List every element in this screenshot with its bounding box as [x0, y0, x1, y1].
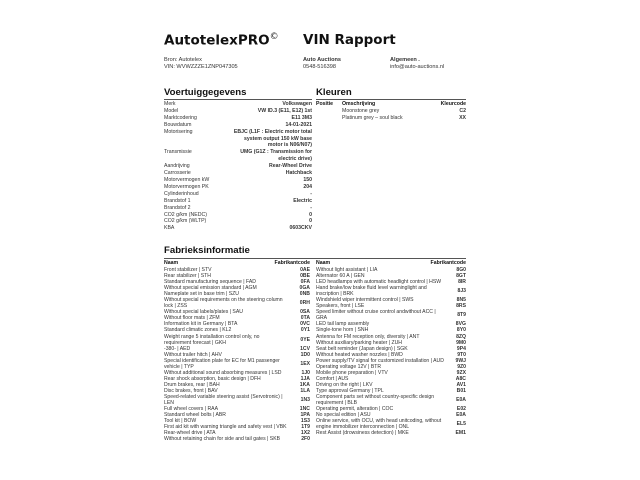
vin-line: VIN: WVWZZZE1ZNP047305	[164, 63, 238, 70]
option-code: E0A	[456, 397, 466, 403]
app-title	[164, 32, 279, 49]
option-code: 1D0	[300, 351, 310, 358]
vehicle-field-value: 0	[309, 211, 312, 218]
option-code: 8ZQ	[456, 333, 466, 340]
color-code: C2	[459, 108, 466, 114]
vehicle-row	[164, 101, 312, 108]
colors-divider	[316, 99, 466, 100]
option-row	[164, 436, 310, 442]
option-code: 0BE	[300, 273, 310, 280]
option-row	[164, 334, 310, 346]
option-description: Speed limiter without cruise control andwithout ACC | GRA	[316, 309, 436, 322]
vehicle-field-value: VW ID.3 (E11, E12) 1st	[257, 107, 312, 114]
option-description: Without trailer hitch | AHV	[164, 351, 222, 358]
contact-col-2	[390, 57, 444, 71]
colors-section-title: Kleuren	[316, 87, 352, 98]
option-description: Operating permit, alteration | COC	[316, 406, 394, 413]
option-code: 1J0	[301, 369, 310, 376]
option-code: 1CV	[300, 345, 310, 352]
option-code: EM1	[455, 430, 466, 437]
option-code: 0GA	[299, 285, 310, 292]
option-description: Without special labels/plates | SAU	[164, 309, 243, 316]
option-code: AV1	[456, 381, 466, 388]
vehicle-field-value: 150	[303, 176, 312, 183]
option-code: 8Y0	[456, 327, 466, 334]
option-description: Single-tone horn | SNH	[316, 327, 369, 334]
option-code: 1JA	[300, 375, 310, 382]
vehicle-data-list	[164, 101, 312, 232]
option-row	[316, 309, 466, 321]
vehicle-row	[164, 205, 312, 212]
option-description: Windshield wiper intermittent control | SWS	[316, 297, 414, 304]
contact-general: Algemeen .	[390, 57, 420, 63]
option-description: Rear stabilizer | STH	[164, 273, 211, 280]
option-description: Front stabilizer | STV	[164, 267, 212, 273]
option-description: Weight range 5 installation control only, no requirement forecast | GKH	[164, 333, 260, 346]
vehicle-row	[164, 122, 312, 129]
vehicle-row	[164, 225, 312, 232]
option-description: Comfort | AUS	[316, 375, 349, 382]
vehicle-field-value: -	[310, 204, 312, 211]
option-description: Rear-wheel drive | ATA	[164, 430, 216, 437]
option-code: 1KA	[299, 381, 310, 388]
vehicle-row	[164, 212, 312, 219]
vehicle-row	[164, 170, 312, 177]
option-code: 8T9	[457, 312, 466, 319]
vehicle-field-label: Motorvermogen PK	[164, 183, 209, 190]
option-code: 9T0	[457, 351, 466, 358]
option-code: 1X2	[300, 430, 310, 437]
option-description: Antenna for FM reception only, diversity | ANT	[316, 333, 420, 340]
vehicle-field-label: Motorvermogen kW	[164, 176, 210, 183]
contact-phone: 0548-516398	[303, 63, 336, 70]
col-manufacturer-code: Fabrikantcode	[430, 260, 466, 266]
color-row	[316, 108, 466, 115]
option-description: Without heated washer nozzles | BWD	[316, 351, 403, 358]
option-row	[164, 358, 310, 370]
option-description: LED tail lamp assembly	[316, 321, 370, 328]
option-description: Alternator 60 A | GEN	[316, 273, 365, 280]
option-code: 8G0	[456, 267, 466, 273]
option-description: Standard wheel bolts | ABR	[164, 412, 226, 419]
option-code: 0FA	[300, 279, 310, 286]
option-description: Standard climatic zones | KL2	[164, 327, 232, 334]
option-description: LED headlamps with automatic headlight control | HSW	[316, 279, 442, 286]
vehicle-field-label: Cylinderinhoud	[164, 190, 199, 197]
vehicle-field-label: CO2 g/km (NEDC)	[164, 211, 207, 218]
color-description: Platinum grey – soul black	[342, 114, 403, 121]
option-description: Hand brake/low brake fluid level warninglight and inscription | BRK	[316, 285, 427, 298]
option-description: Drum brakes, rear | BAH	[164, 381, 220, 388]
option-code: A8C	[455, 375, 466, 382]
vehicle-row	[164, 218, 312, 225]
option-description: Information kit in Germany | BTA	[164, 321, 238, 328]
option-code: B01	[456, 387, 466, 394]
option-description: Without light assistant | LIA	[316, 267, 378, 273]
option-code: 0NB	[299, 291, 310, 298]
option-description: -380- | AED	[164, 345, 191, 352]
option-row	[164, 297, 310, 309]
option-description: Speakers, front | LSE	[316, 303, 365, 310]
option-code: 8GT	[456, 273, 466, 280]
option-code: 9WJ	[455, 357, 466, 364]
option-code: 9M0	[456, 339, 466, 346]
option-description: Without special requirements on the steering column lock | ZSS	[164, 297, 283, 310]
vehicle-row	[164, 115, 312, 122]
option-code: 0Y1	[300, 327, 310, 334]
option-description: No special edition | ASU	[316, 412, 371, 419]
vehicle-field-value: 204	[303, 183, 312, 190]
color-description: Moonstone grey	[342, 108, 380, 114]
option-description: Tool kit | BOW	[164, 418, 197, 425]
vehicle-row	[164, 177, 312, 184]
option-code: 1S3	[300, 418, 310, 425]
option-description: Power supply/TV signal for customized installation | AUD	[316, 357, 444, 364]
option-code: 0YE	[300, 336, 310, 343]
option-code: 9Z0	[457, 363, 466, 370]
brand-name: AutotelexPRO	[164, 32, 270, 49]
option-code: EL5	[456, 421, 466, 428]
col-colorcode: Kleurcode	[440, 101, 466, 107]
option-description: Without special emission standard | AGM	[164, 285, 257, 292]
vehicle-field-value: 14-01-2021	[285, 121, 312, 128]
factory-table-left	[164, 260, 310, 442]
option-description: Rest Assist (drowsiness detection) | MKE	[316, 430, 409, 437]
vehicle-field-label: Carrosserie	[164, 170, 191, 177]
vehicle-row	[164, 129, 312, 150]
option-code: 9ZX	[456, 369, 466, 376]
vehicle-field-value: Hatchback	[285, 170, 312, 177]
option-code: 8N5	[456, 297, 466, 304]
option-description: Online service, with OCU, with head unitcoding, without engine immobilizer interconnection | ONL	[316, 418, 442, 431]
option-code: E02	[456, 406, 466, 413]
option-code: 1NC	[299, 406, 310, 413]
option-code: 1EX	[300, 360, 310, 367]
contact-col-1	[303, 57, 341, 71]
vehicle-field-value: -	[310, 190, 312, 197]
factory-header-left	[164, 260, 310, 267]
report-title: VIN Rapport	[303, 32, 396, 48]
vehicle-field-value: E11 3M3	[291, 114, 312, 121]
option-code: 0RH	[299, 300, 310, 307]
contact-email[interactable]: info@auto-auctions.nl	[390, 63, 445, 70]
col-description: Omschrijving	[342, 101, 376, 107]
option-row	[316, 418, 466, 430]
option-row	[316, 394, 466, 406]
option-code: 0VC	[300, 321, 310, 328]
vehicle-field-label: Brandstof 2	[164, 204, 191, 211]
option-code: 1PA	[300, 412, 310, 419]
option-description: Special identification plate for EC for M1 passenger vehicle | TYP	[164, 357, 280, 370]
option-code: 1N3	[300, 397, 310, 403]
colors-table	[316, 101, 466, 122]
source-info	[164, 57, 238, 71]
option-code: 1T9	[301, 424, 310, 431]
factory-divider	[164, 258, 466, 259]
option-description: Nameplate set in base trim | SZU	[164, 291, 239, 298]
vehicle-field-value: 0603CKV	[289, 225, 312, 232]
option-code: 2F0	[301, 436, 310, 443]
option-description: Without auxiliary/parking heater | ZUH	[316, 339, 402, 346]
vehicle-row	[164, 198, 312, 205]
factory-section-title: Fabrieksinformatie	[164, 245, 250, 256]
vehicle-field-label: CO2 g/km (WLTP)	[164, 218, 207, 225]
option-description: Rear shock absorption, basic design | DFH	[164, 375, 261, 382]
vehicle-field-label: Aandrijving	[164, 163, 190, 170]
vehicle-field-value: Volkswagen	[282, 101, 312, 107]
vehicle-row	[164, 191, 312, 198]
vehicle-field-label: Bouwdatum	[164, 121, 192, 128]
vehicle-divider	[164, 99, 312, 100]
color-row	[316, 115, 466, 122]
option-row	[316, 285, 466, 297]
vehicle-field-value: Rear-Wheel Drive	[269, 163, 312, 170]
option-description: Without additional sound absorbing measures | LSD	[164, 369, 282, 376]
vehicle-row	[164, 108, 312, 115]
option-description: Standard manufacturing sequence | FAD	[164, 279, 256, 286]
vehicle-section-title: Voertuiggegevens	[164, 87, 247, 98]
col-name: Naam	[164, 260, 179, 266]
col-position: Positie	[316, 101, 334, 107]
option-code: 1LA	[300, 387, 310, 394]
option-row	[164, 394, 310, 406]
option-code: 0AE	[300, 267, 310, 273]
option-description: First aid kit with warning triangle and safety vest | VBK	[164, 424, 287, 431]
colors-header-row	[316, 101, 466, 108]
option-code: 8VG	[455, 321, 466, 328]
vehicle-row	[164, 149, 312, 163]
option-description: Full wheel covers | RAA	[164, 406, 218, 413]
vehicle-field-value: UMG (G1Z : Transmission for electric drive)	[240, 149, 312, 163]
vehicle-field-label: Merk	[164, 101, 176, 107]
color-code: XX	[459, 114, 466, 121]
contact-company: Auto Auctions	[303, 57, 342, 63]
option-code: 8IR	[458, 279, 466, 286]
option-description: Without floor mats | ZFM	[164, 315, 220, 322]
copyright-mark: ©	[269, 32, 279, 42]
vehicle-field-value: Electric	[293, 197, 312, 204]
option-code: E0A	[456, 412, 466, 419]
col-manufacturer-code: Fabrikantcode	[274, 260, 310, 266]
option-code: 8RS	[456, 303, 466, 310]
option-code: 9P4	[456, 345, 466, 352]
vehicle-field-label: Brandstof 1	[164, 197, 191, 204]
factory-table-right	[316, 260, 466, 436]
option-description: Driving on the right | LKV	[316, 381, 373, 388]
vehicle-field-label: Transmissie	[164, 149, 192, 156]
option-description: Mobile phone preparation | VTV	[316, 369, 388, 376]
option-description: Type approval Germany | TPL	[316, 387, 384, 394]
source-line: Bron: Autotelex	[164, 57, 202, 63]
option-description: Component parts set without country-specific design requirement | BLB	[316, 393, 435, 407]
option-code: 0SA	[300, 309, 310, 316]
option-description: Operating voltage 12V | BTR	[316, 363, 382, 370]
vehicle-field-label: Model	[164, 107, 179, 114]
vehicle-field-value: 0	[309, 218, 312, 225]
option-row	[316, 430, 466, 436]
option-description: Without retaining chain for side and tail gates | SKB	[164, 436, 280, 443]
option-code: 0TA	[300, 315, 310, 322]
option-code: 8J3	[457, 288, 466, 295]
vehicle-row	[164, 184, 312, 191]
factory-header-right	[316, 260, 466, 267]
vehicle-field-label: KBA	[164, 225, 175, 232]
col-name: Naam	[316, 260, 331, 266]
vehicle-row	[164, 163, 312, 170]
vehicle-field-label: Motorisering	[164, 128, 193, 135]
option-description: Speed-related variable steering assist (Servotronic) | LEN	[164, 393, 283, 407]
option-description: Seat belt reminder (Japan design) | SGK	[316, 345, 408, 352]
vehicle-field-label: Marktcodering	[164, 114, 197, 121]
option-description: Disc brakes, front | BAV	[164, 387, 218, 394]
vehicle-field-value: EBJC (L1F : Electric motor total system output 150 kW base motor is N06/N07)	[233, 128, 312, 149]
